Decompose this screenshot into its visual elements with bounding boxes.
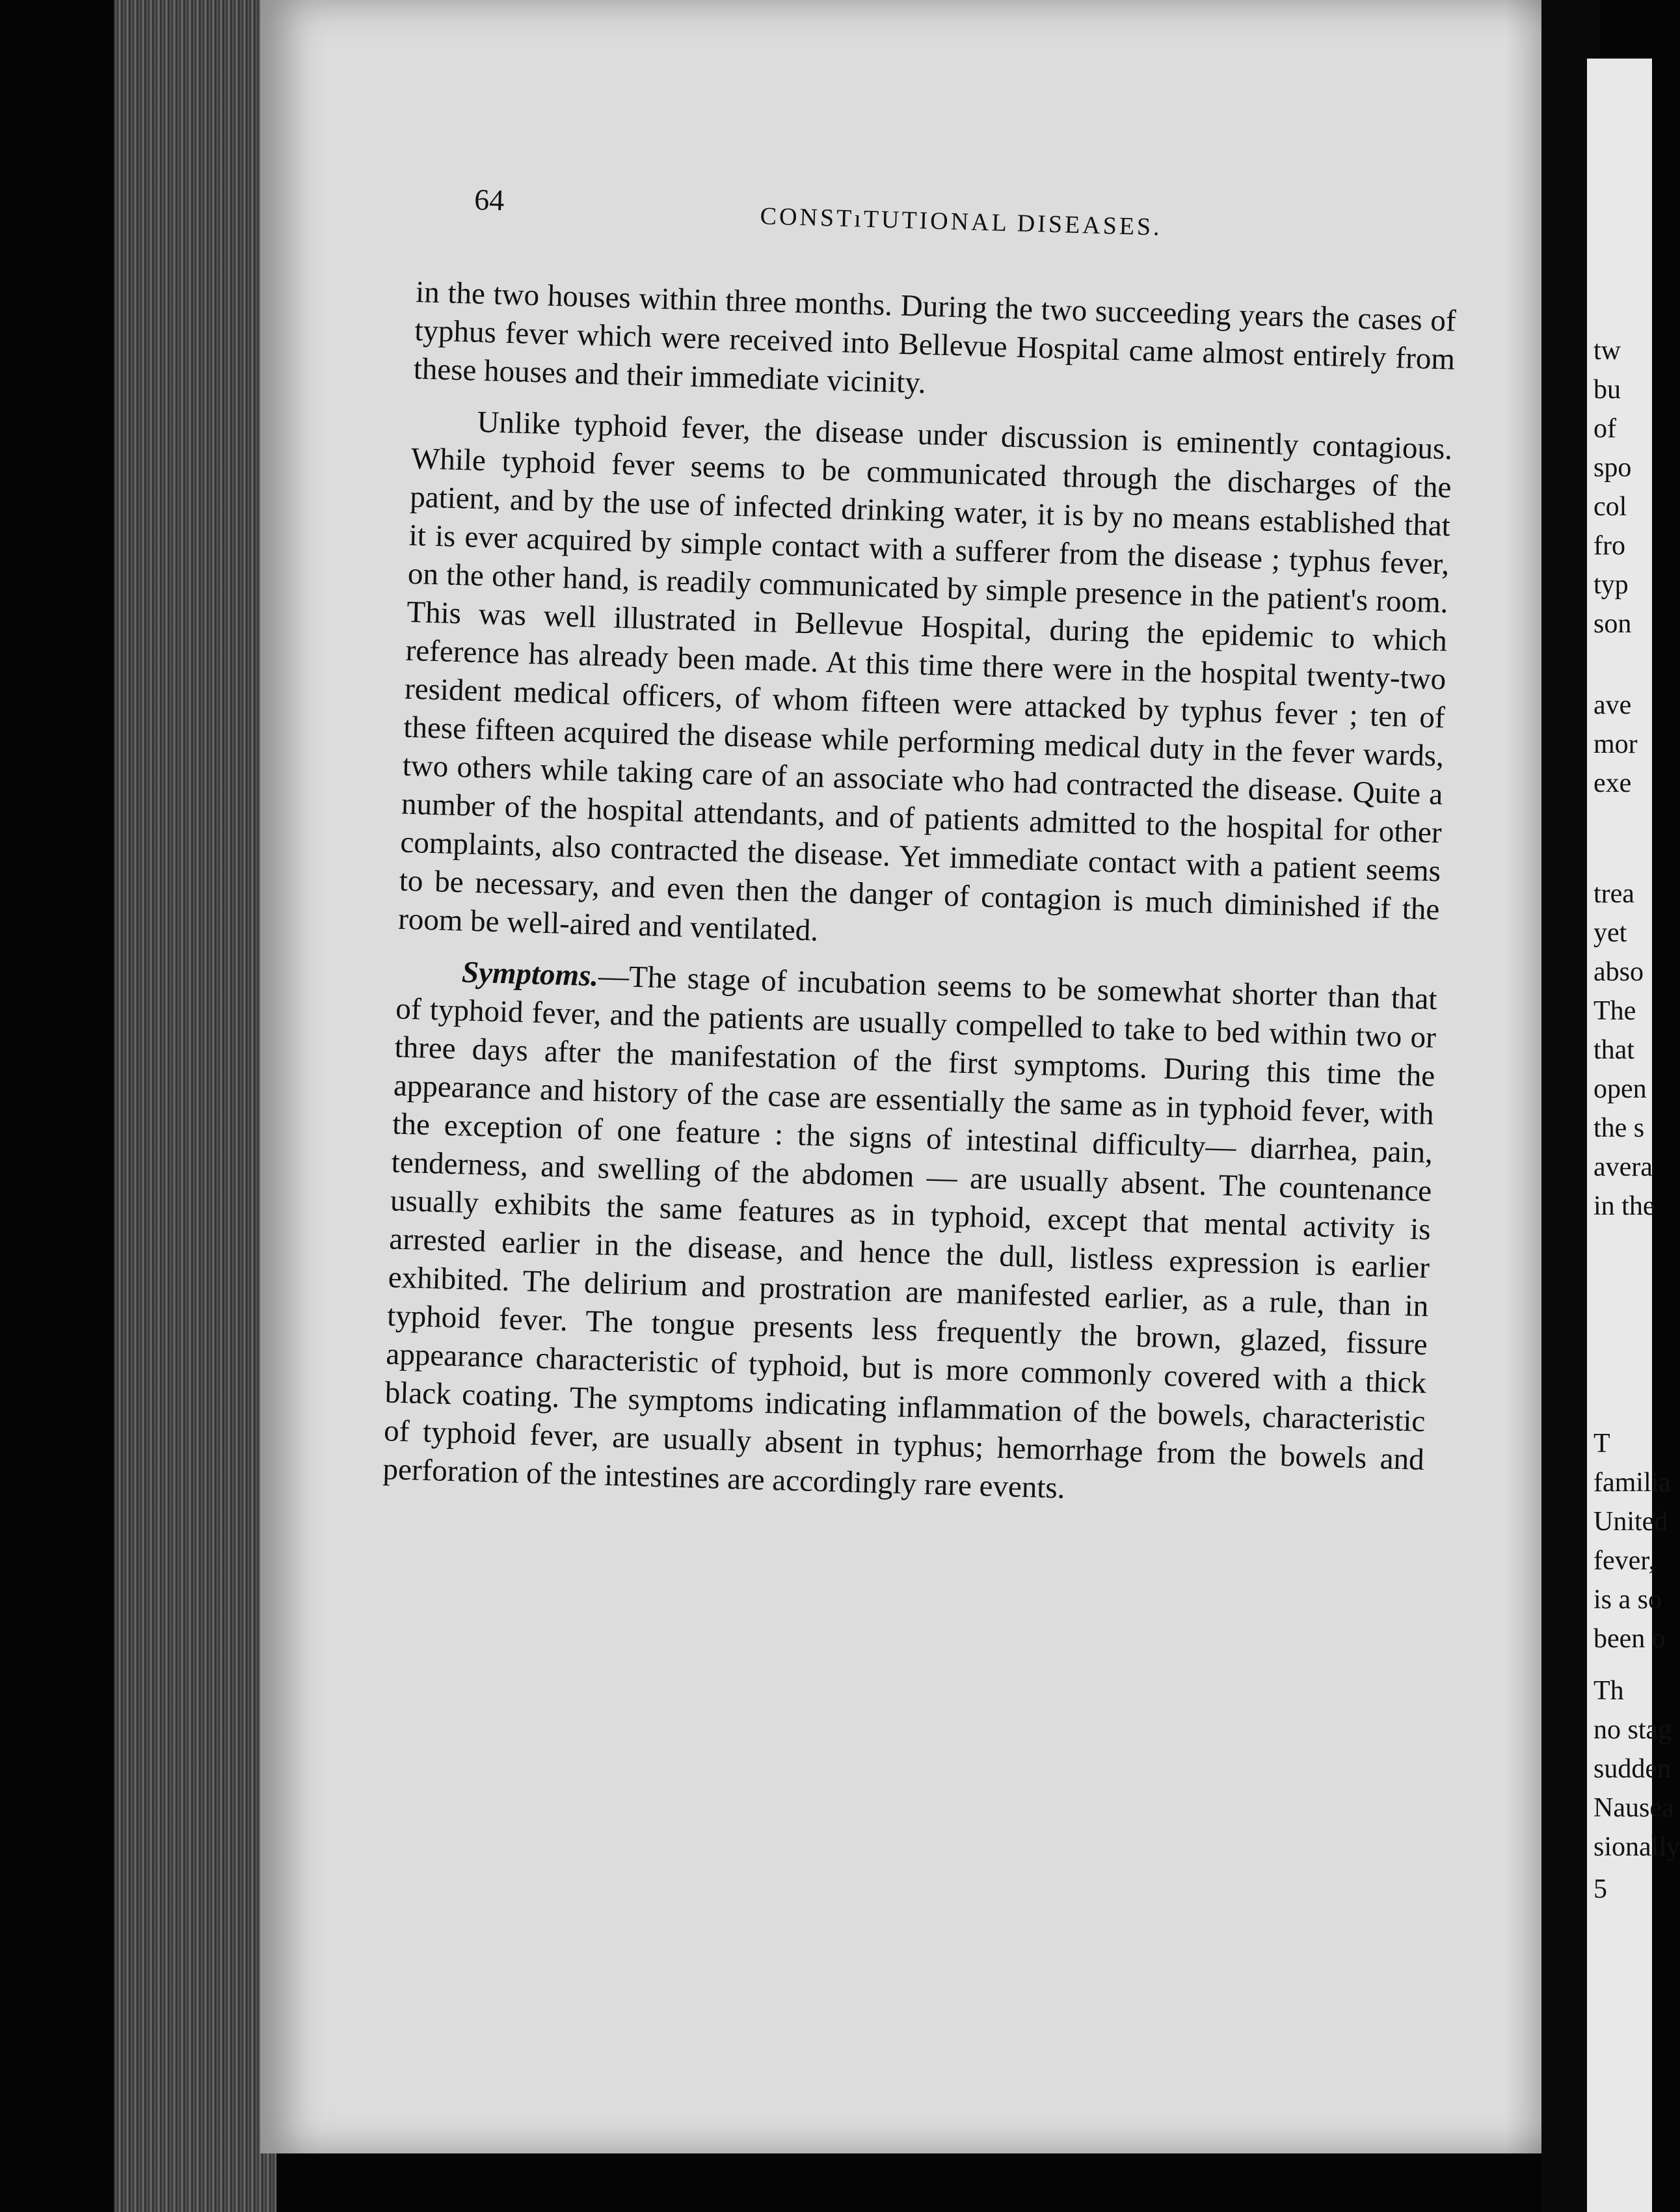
facing-page-fragment: fro bbox=[1593, 531, 1625, 561]
facing-page-fragment: T bbox=[1593, 1429, 1610, 1459]
facing-page-fragment: Th bbox=[1593, 1676, 1624, 1706]
facing-page-fragment: abso bbox=[1593, 957, 1644, 987]
facing-page-fragment: 5 bbox=[1593, 1874, 1607, 1904]
facing-page-fragment: that bbox=[1593, 1035, 1634, 1065]
facing-page-fragment: Nausea bbox=[1593, 1793, 1674, 1823]
facing-page-fragment: no stag bbox=[1593, 1715, 1672, 1745]
facing-page-fragment: col bbox=[1593, 492, 1627, 522]
paragraph: Unlike typhoid fever, the disease under discussion is eminently contagious. While typhoid fever seems to be communicated through the discharges of the patient, and by the use of infected drinking water, it is by no means established that it is ever acquired by simple contact with a sufferer from the disease ; typhus fever, on the other hand, is readily communicated by simple presence in the patient's room. This was well illustrated in Bellevue Hospital, during the epidemic to which reference has already been made. At this time there were in the hospital twenty-two resident medical officers, of whom fifteen were attacked by typhus fever ; ten of these fifteen acquired the disease while performing medical duty in the fever wards, two others while taking care of an associate who had contracted the disease. Quite a number of the hospital attendants, and of patients admitted to the hospital for other complaints, also contracted the disease. Yet immediate contact with a patient seems to be necessary, and even then the danger of contagion is much diminished if the room be well-aired and ventilated. bbox=[397, 405, 1453, 948]
facing-page-fragment: United bbox=[1593, 1507, 1668, 1537]
facing-page-fragment: in the bbox=[1593, 1191, 1655, 1221]
paragraph: in the two houses within three months. During the two succeeding years the cases of typhus fever which were received into Bellevue Hospital came almost entirely from these houses and their immediate vicinity. bbox=[413, 275, 1457, 400]
book-page-edges bbox=[114, 0, 276, 2212]
facing-page-fragment: fever, bbox=[1593, 1546, 1656, 1576]
body-text bbox=[382, 273, 1456, 1531]
running-head: CONSTıTUTIONAL DISEASES. bbox=[760, 202, 1163, 241]
facing-page-fragment: of bbox=[1593, 414, 1616, 444]
facing-page-fragment: been o bbox=[1593, 1624, 1666, 1654]
facing-page-fragment: sionally bbox=[1593, 1832, 1680, 1862]
page-number: 64 bbox=[473, 182, 505, 217]
facing-page-fragment: sudden bbox=[1593, 1754, 1671, 1784]
paragraph bbox=[382, 952, 1437, 1518]
facing-page-fragment: tw bbox=[1593, 336, 1621, 366]
facing-page-fragment: familia bbox=[1593, 1468, 1671, 1498]
facing-page-fragment: trea bbox=[1593, 879, 1634, 909]
facing-page-fragment: is a so bbox=[1593, 1585, 1662, 1615]
facing-page-fragment: typ bbox=[1593, 570, 1629, 600]
facing-page-fragment: spo bbox=[1593, 453, 1632, 483]
facing-page-fragment: avera bbox=[1593, 1152, 1653, 1182]
paragraph-body: —The stage of incubation seems to be somewhat shorter than that of typhoid fever, and the patients are usually compelled to take to bed within two or three days after the manifestation of the first symptoms. During this time the appearance and history of the case are essentially the same as in typhoid fever, with the exception of one feature : the signs of intestinal difficulty— diarrhea, pain, tenderness, and swelling of the abdomen — are usually absent. The countenance usually exhibits the same features as in typhoid, except that mental activity is arrested earlier in the disease, and hence the dull, listless expression is earlier exhibited. The delirium and prostration are manifested earlier, as a rule, than in typhoid fever. The tongue presents less frequently the brown, glazed, fissure appearance characteristic of typhoid, but is more commonly covered with a thick black coating. The symptoms indicating inflammation of the bowels, characteristic of typhoid fever, are usually absent in typhus; hemorrhage from the bowels and perforation of the intestines are accordingly rare events. bbox=[382, 959, 1438, 1505]
section-heading: Symptoms. bbox=[461, 955, 599, 993]
facing-page-fragment: yet bbox=[1593, 918, 1627, 948]
facing-page-fragment: mor bbox=[1593, 729, 1638, 759]
facing-page-fragment: ave bbox=[1593, 690, 1632, 720]
facing-page-fragment: exe bbox=[1593, 768, 1632, 798]
facing-page-text bbox=[1587, 0, 1680, 2212]
facing-page-fragment: open bbox=[1593, 1074, 1647, 1104]
facing-page-fragment: the s bbox=[1593, 1113, 1645, 1143]
facing-page-fragment: The bbox=[1593, 996, 1636, 1026]
facing-page-fragment: bu bbox=[1593, 375, 1621, 405]
facing-page-fragment: son bbox=[1593, 609, 1632, 639]
